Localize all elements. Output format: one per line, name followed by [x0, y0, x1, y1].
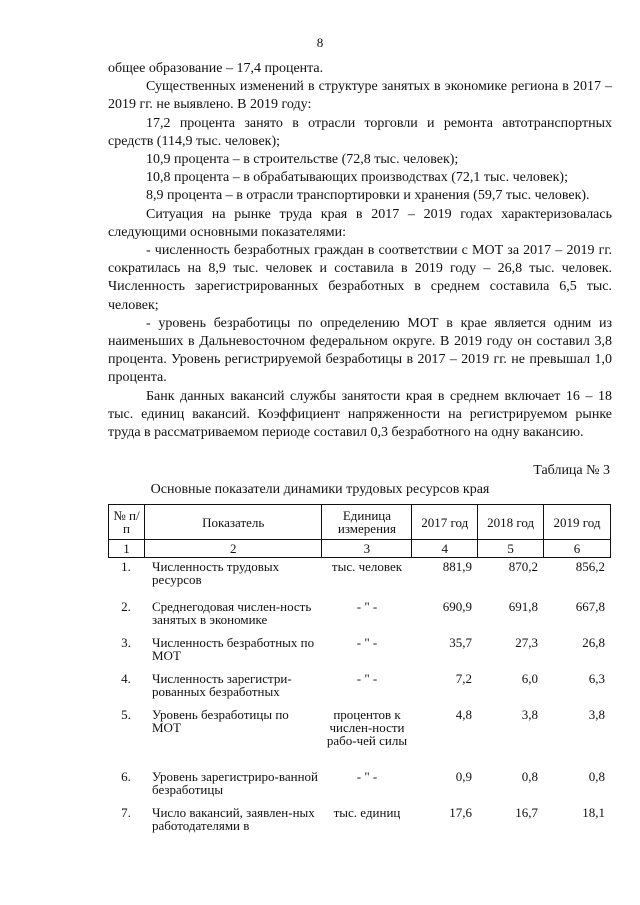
unit: - " - [356, 599, 378, 614]
page-number: 8 [316, 35, 324, 50]
table-header [108, 504, 611, 558]
value-2018: 16,7 [515, 805, 538, 820]
column-number: 5 [478, 540, 544, 558]
list-item: - численность безработных граждан в соответствии с МОТ за 2017 – 2019 гг. сократилась на 8,9 тыс. человек и составила в 2019 году – 26,8 тыс. человек. Численность зарегистрированных безработных в среднем составила 6,5 тыс. человек; [108, 243, 612, 313]
header-cell: № п/п [109, 505, 145, 540]
column-number: 6 [544, 540, 611, 558]
row-number: 1. [121, 559, 131, 574]
value-2017: 7,2 [455, 671, 472, 686]
header-cell: Показатель [144, 505, 322, 540]
list-item: - уровень безработицы по определению МОТ в крае является одним из наименьших в Дальневосточном федеральном округе. В 2019 году он составил 3,8 процента. Уровень регистрируемой безработицы в 2017 – 2019 гг. не превышал 1,0 процента. [108, 315, 612, 386]
value-2019: 18,1 [582, 805, 605, 820]
indicator-name: Численность зарегистри-рованных безработных [152, 671, 292, 700]
table-number: Таблица № 3 [533, 463, 610, 478]
column-number: 1 [109, 540, 145, 558]
unit: тыс. человек [331, 559, 403, 574]
value-2017: 35,7 [449, 635, 472, 650]
value-2017: 881,9 [442, 559, 472, 574]
value-2018: 691,8 [508, 599, 538, 614]
value-2018: 6,0 [521, 671, 538, 686]
paragraph: 17,2 процента занято в отрасли торговли и ремонта автотранспортных средств (114,9 тыс. человек); [108, 115, 612, 149]
value-2017: 690,9 [442, 599, 472, 614]
value-2017: 0,9 [455, 769, 472, 784]
value-2019: 667,8 [575, 599, 605, 614]
unit: процентов к числен-ности рабо-чей силы [326, 707, 408, 749]
paragraph: общее образование – 17,4 процента. [108, 61, 324, 76]
header-cell: 2018 год [478, 505, 544, 540]
data-table [108, 560, 611, 838]
table-row [108, 560, 611, 600]
body-text [108, 60, 612, 442]
row-number: 3. [121, 635, 131, 650]
value-2017: 17,6 [449, 805, 472, 820]
unit: - " - [356, 635, 378, 650]
column-number: 4 [412, 540, 478, 558]
value-2019: 26,8 [582, 635, 605, 650]
paragraph: Ситуация на рынке труда края в 2017 – 2019 годах характеризовалась следующими основными показателями: [108, 206, 612, 240]
indicator-name: Уровень безработицы по МОТ [152, 707, 289, 736]
table-row [108, 708, 611, 770]
value-2019: 6,3 [588, 671, 605, 686]
unit: тыс. единиц [333, 805, 401, 820]
row-number: 2. [121, 599, 131, 614]
table-row [108, 770, 611, 806]
row-number: 4. [121, 671, 131, 686]
value-2019: 0,8 [588, 769, 605, 784]
indicator-name: Уровень зарегистриро-ванной безработицы [152, 769, 318, 798]
paragraph: 10,8 процента – в обрабатывающих производствах (72,1 тыс. человек); [146, 170, 568, 186]
row-number: 5. [121, 707, 131, 722]
header-cell: 2019 год [544, 505, 611, 540]
row-number: 6. [121, 769, 131, 784]
paragraph: 10,9 процента – в строительстве (72,8 тыс. человек); [146, 152, 459, 168]
column-number: 3 [322, 540, 412, 558]
header-cell: 2017 год [412, 505, 478, 540]
table-row [108, 600, 611, 636]
value-2017: 4,8 [455, 707, 472, 722]
value-2019: 856,2 [575, 559, 605, 574]
table-title: Основные показатели динамики трудовых ресурсов края [150, 482, 490, 497]
row-number: 7. [121, 805, 131, 820]
indicator-name: Численность безработных по МОТ [152, 635, 315, 664]
paragraph: 8,9 процента – в отрасли транспортировки и хранения (59,7 тыс. человек). [146, 188, 590, 204]
table-row [108, 636, 611, 672]
value-2018: 0,8 [521, 769, 538, 784]
column-number-row [109, 540, 611, 558]
table-row [108, 806, 611, 838]
value-2018: 870,2 [508, 559, 538, 574]
indicator-name: Число вакансий, заявлен-ных работодателями в [152, 805, 315, 834]
table-header-row [109, 505, 611, 540]
table-row [108, 672, 611, 708]
indicator-name: Среднегодовая числен-ность занятых в экономике [152, 599, 312, 628]
unit: - " - [356, 671, 378, 686]
unit: - " - [356, 769, 378, 784]
indicator-name: Численность трудовых ресурсов [152, 559, 280, 588]
header-cell: Единица измерения [322, 505, 412, 540]
value-2018: 3,8 [521, 707, 538, 722]
value-2019: 3,8 [588, 707, 605, 722]
column-number: 2 [144, 540, 322, 558]
paragraph: Банк данных вакансий службы занятости края в среднем включает 16 – 18 тыс. единиц вакансий. Коэффициент напряженности на регистрируемом рынке труда в рассматриваемом периоде составил 0,3 безработного на одну вакансию. [108, 388, 612, 441]
value-2018: 27,3 [515, 635, 538, 650]
paragraph: Существенных изменений в структуре занятых в экономике региона в 2017 – 2019 гг. не выявлено. В 2019 году: [108, 79, 612, 113]
